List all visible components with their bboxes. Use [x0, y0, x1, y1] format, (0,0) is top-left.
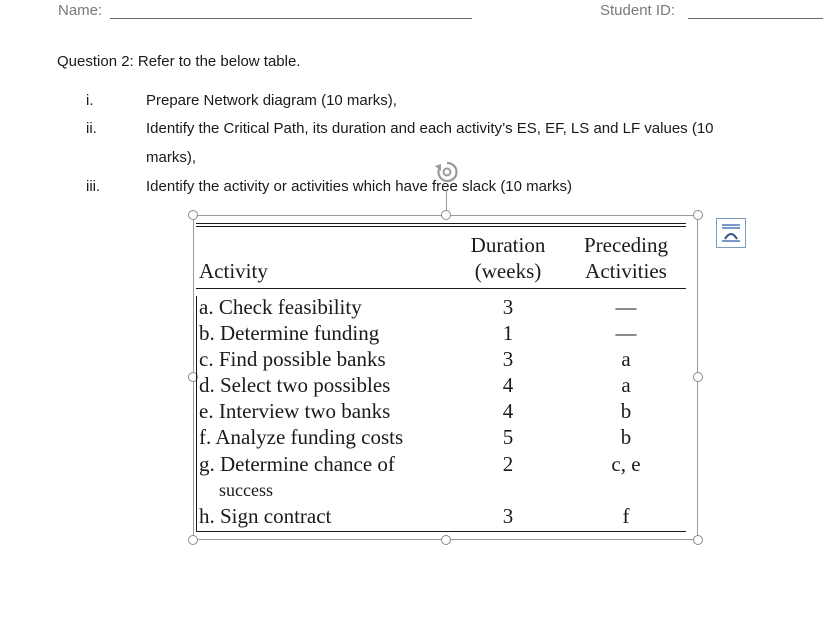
- activity-cell: b. Determine funding: [199, 321, 380, 345]
- resize-handle-top-left[interactable]: [188, 210, 198, 220]
- student-id-label: Student ID:: [600, 2, 676, 19]
- resize-handle-top[interactable]: [441, 210, 451, 220]
- activity-cell: g. Determine chance of: [199, 452, 395, 476]
- student-id-field-line[interactable]: [688, 18, 823, 19]
- list-item-ii-text-line2: marks),: [146, 149, 196, 166]
- list-item-ii-text-line1: Identify the Critical Path, its duration and each activity’s ES, EF, LS and LF values (10: [146, 120, 714, 137]
- duration-cell: 5: [502, 425, 514, 449]
- duration-cell: 2: [502, 452, 514, 476]
- layout-options-icon: [717, 219, 745, 247]
- table-top-rule: [196, 223, 686, 227]
- preceding-cell: b: [620, 425, 632, 449]
- preceding-cell: a: [621, 373, 631, 397]
- duration-cell: 3: [502, 504, 514, 528]
- question-title: Question 2: Refer to the below table.: [57, 53, 301, 70]
- column-header-preceding-line2: Activities: [585, 259, 667, 283]
- preceding-cell: a: [621, 347, 631, 371]
- column-header-activity: Activity: [199, 259, 268, 283]
- activity-cell: f. Analyze funding costs: [199, 425, 404, 449]
- activity-cell: a. Check feasibility: [199, 295, 362, 319]
- list-item-iii-text: Identify the activity or activities which have free slack (10 marks): [146, 178, 572, 195]
- table-left-border: [196, 296, 197, 532]
- preceding-cell: c, e: [611, 452, 641, 476]
- list-marker-iii: iii.: [86, 178, 101, 195]
- rotate-handle-icon[interactable]: [433, 158, 461, 190]
- preceding-cell: —: [615, 295, 637, 319]
- duration-cell: 4: [502, 373, 514, 397]
- resize-handle-bottom-right[interactable]: [693, 535, 703, 545]
- resize-handle-bottom[interactable]: [441, 535, 451, 545]
- resize-handle-bottom-left[interactable]: [188, 535, 198, 545]
- resize-handle-top-right[interactable]: [693, 210, 703, 220]
- activity-cell: e. Interview two banks: [199, 399, 391, 423]
- table-header-rule: [196, 288, 686, 289]
- column-header-duration-line2: (weeks): [474, 259, 542, 283]
- preceding-cell: —: [615, 321, 637, 345]
- list-item-i-text: Prepare Network diagram (10 marks),: [146, 92, 397, 109]
- activity-cell-continuation: success: [219, 480, 273, 500]
- name-field-line[interactable]: [110, 18, 472, 19]
- activity-cell: h. Sign contract: [199, 504, 332, 528]
- table-bottom-rule: [196, 531, 686, 532]
- duration-cell: 1: [502, 321, 514, 345]
- column-header-duration-line1: Duration: [470, 233, 546, 257]
- activity-cell: d. Select two possibles: [199, 373, 391, 397]
- activity-cell: c. Find possible banks: [199, 347, 386, 371]
- list-marker-i: i.: [86, 92, 94, 109]
- preceding-cell: f: [622, 504, 630, 528]
- column-header-preceding-line1: Preceding: [584, 233, 668, 257]
- preceding-cell: b: [620, 399, 632, 423]
- duration-cell: 3: [502, 347, 514, 371]
- name-label: Name:: [58, 2, 103, 19]
- layout-options-button[interactable]: [716, 218, 746, 248]
- duration-cell: 4: [502, 399, 514, 423]
- resize-handle-right[interactable]: [693, 372, 703, 382]
- list-marker-ii: ii.: [86, 120, 97, 137]
- duration-cell: 3: [502, 295, 514, 319]
